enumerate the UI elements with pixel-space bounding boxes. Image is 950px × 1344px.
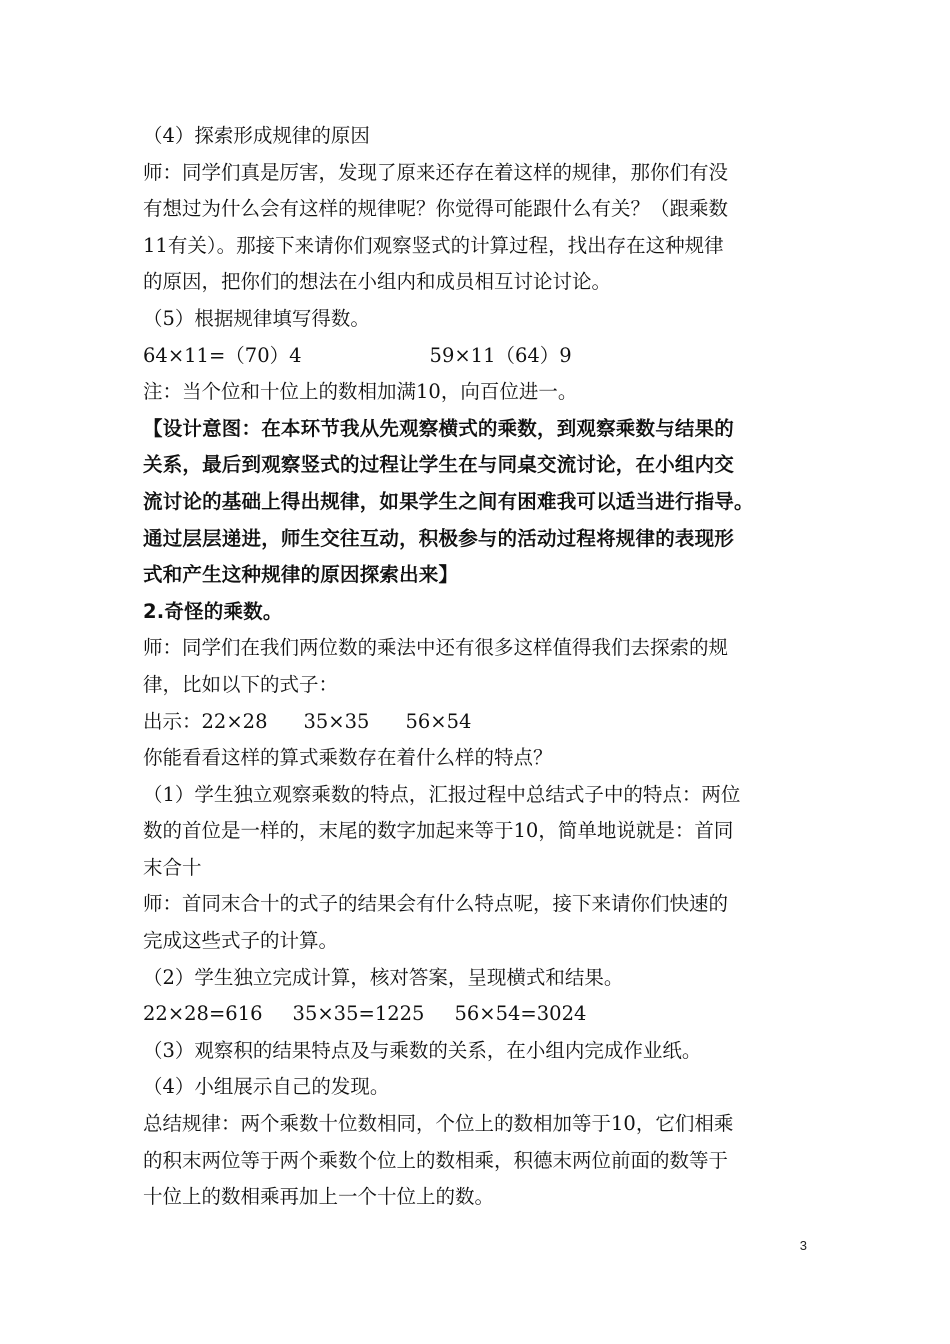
page-number: 3 [799, 1238, 807, 1253]
teacher-paragraph-line: 师：同学们真是厉害，发现了原来还存在着这样的规律，那你们有没 [143, 160, 729, 184]
show-example-a: 22×28 [201, 709, 268, 733]
step-2-line: （2）学生独立完成计算，核对答案，呈现横式和结果。 [143, 965, 624, 989]
step-3-line: （3）观察积的结果特点及与乘数的关系，在小组内完成作业纸。 [143, 1038, 702, 1062]
teacher-paragraph-line: 完成这些式子的计算。 [143, 929, 339, 953]
rule-examples [143, 338, 823, 375]
summary-line: 十位上的数相乘再加上一个十位上的数。 [143, 1185, 495, 1209]
design-intent-line: 通过层层递进，师生交往互动，积极参与的活动过程将规律的表现形 [143, 526, 735, 550]
note-line: 注：当个位和十位上的数相加满10，向百位进一。 [143, 380, 578, 404]
step-heading-4: （4）探索形成规律的原因 [143, 124, 370, 147]
teacher-paragraph-line: 师：首同末合十的式子的结果会有什么特点呢，接下来请你们快速的 [143, 892, 729, 916]
show-examples [143, 704, 823, 741]
result-example-a: 22×28=616 [143, 1002, 263, 1026]
result-examples [143, 996, 823, 1033]
teacher-paragraph-line: 律，比如以下的式子： [143, 672, 339, 696]
teacher-paragraph-line: 有想过为什么会有这样的规律呢？你觉得可能跟什么有关？（跟乘数 [143, 197, 729, 221]
show-label: 出示： [143, 709, 202, 733]
design-intent-line: 【设计意图：在本环节我从先观察横式的乘数，到观察乘数与结果的 [143, 416, 735, 440]
question-line: 你能看看这样的算式乘数存在着什么样的特点？ [143, 746, 553, 770]
rule-example-a: 64×11=（70）4 [143, 343, 302, 367]
section-heading-2: 2.奇怪的乘数。 [143, 599, 283, 623]
rule-example-b: 59×11（64）9 [429, 343, 572, 367]
teacher-paragraph-line: 师：同学们在我们两位数的乘法中还有很多这样值得我们去探索的规 [143, 636, 729, 660]
step-4-line: （4）小组展示自己的发现。 [143, 1075, 390, 1099]
teacher-paragraph-line: 11有关）。那接下来请你们观察竖式的计算过程，找出存在这种规律 [143, 233, 724, 257]
show-example-c: 56×54 [405, 709, 472, 733]
step-1-line: 数的首位是一样的，末尾的数字加起来等于10，简单地说就是：首同 [143, 819, 734, 843]
step-1-line: 末合十 [143, 855, 202, 879]
step-1-line: （1）学生独立观察乘数的特点，汇报过程中总结式子中的特点：两位 [143, 782, 741, 806]
step-heading-5: （5）根据规律填写得数。 [143, 306, 370, 330]
summary-line: 总结规律：两个乘数十位数相同，个位上的数相加等于10，它们相乘 [143, 1112, 734, 1136]
page-body [143, 118, 823, 1216]
result-example-c: 56×54=3024 [454, 1002, 587, 1026]
teacher-paragraph-line: 的原因，把你们的想法在小组内和成员相互讨论讨论。 [143, 270, 612, 294]
design-intent-line: 流讨论的基础上得出规律，如果学生之间有困难我可以适当进行指导。 [143, 489, 754, 513]
result-example-b: 35×35=1225 [292, 1002, 425, 1026]
design-intent-line: 式和产生这种规律的原因探索出来】 [143, 563, 459, 587]
design-intent-line: 关系，最后到观察竖式的过程让学生在与同桌交流讨论，在小组内交 [143, 453, 735, 477]
summary-line: 的积末两位等于两个乘数个位上的数相乘，积德末两位前面的数等于 [143, 1148, 729, 1172]
show-example-b: 35×35 [303, 709, 370, 733]
